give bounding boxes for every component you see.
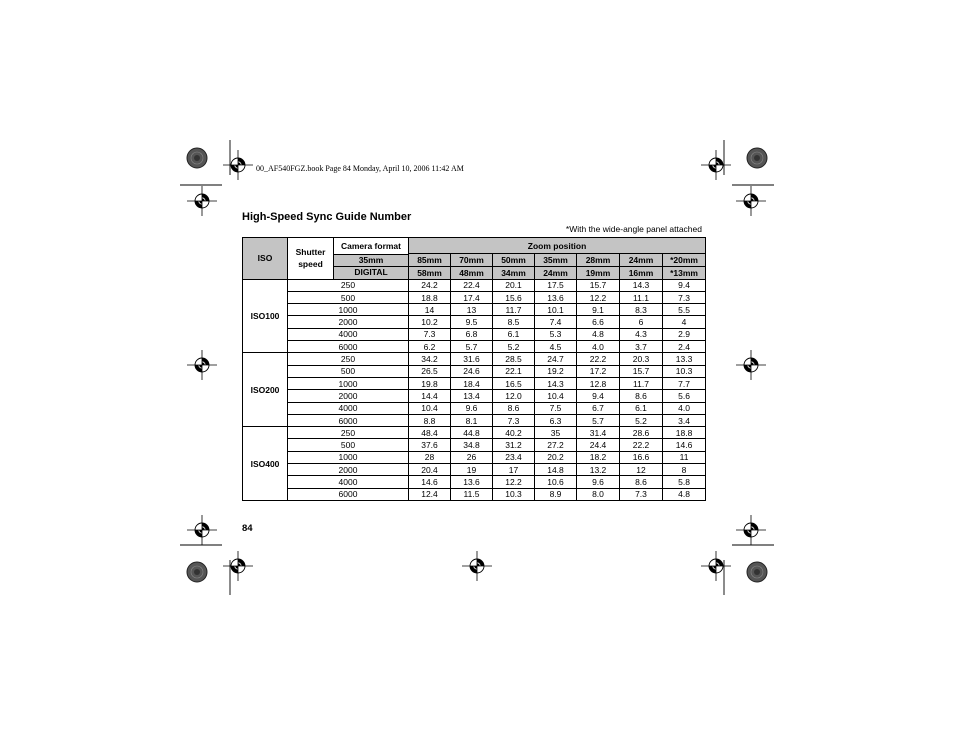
- table-row: [243, 353, 706, 365]
- shutter-speed-cell: 6000: [288, 341, 409, 353]
- guide-number-cell: 10.4: [409, 402, 451, 414]
- guide-number-cell: 10.1: [535, 304, 577, 316]
- guide-number-cell: 9.6: [577, 476, 620, 488]
- guide-number-cell: 5.6: [663, 390, 706, 402]
- guide-number-cell: 22.4: [451, 279, 493, 291]
- guide-number-cell: 20.3: [620, 353, 663, 365]
- format-35mm-label: 35mm: [334, 255, 408, 267]
- guide-number-cell: 26: [451, 451, 493, 463]
- guide-number-cell: 24.2: [409, 279, 451, 291]
- guide-number-cell: 13.2: [577, 464, 620, 476]
- guide-number-cell: 8.8: [409, 414, 451, 426]
- format-digital-label: DIGITAL: [354, 267, 388, 278]
- guide-number-cell: 10.3: [663, 365, 706, 377]
- guide-number-cell: 8.3: [620, 304, 663, 316]
- guide-number-cell: 9.4: [577, 390, 620, 402]
- guide-number-cell: 20.4: [409, 464, 451, 476]
- guide-number-cell: 17.5: [535, 279, 577, 291]
- guide-number-cell: 24.6: [451, 365, 493, 377]
- zoom-digital-3: 24mm: [535, 266, 577, 279]
- footnote: *With the wide-angle panel attached: [565, 224, 702, 234]
- shutter-speed-cell: 250: [288, 427, 409, 439]
- guide-number-cell: 13.6: [535, 291, 577, 303]
- guide-number-cell: 19: [451, 464, 493, 476]
- table-row: [243, 377, 706, 389]
- guide-number-cell: 10.4: [535, 390, 577, 402]
- guide-number-cell: 14.8: [535, 464, 577, 476]
- guide-number-cell: 18.4: [451, 377, 493, 389]
- guide-number-cell: 6.2: [409, 341, 451, 353]
- guide-number-cell: 37.6: [409, 439, 451, 451]
- guide-number-cell: 44.8: [451, 427, 493, 439]
- guide-number-cell: 4: [663, 316, 706, 328]
- guide-number-cell: 6.3: [535, 414, 577, 426]
- guide-number-cell: 18.8: [663, 427, 706, 439]
- guide-number-cell: 9.4: [663, 279, 706, 291]
- zoom-digital-0: 58mm: [409, 266, 451, 279]
- table-row: [243, 291, 706, 303]
- guide-number-cell: 11.7: [620, 377, 663, 389]
- guide-number-cell: 12: [620, 464, 663, 476]
- shutter-header-label: Shutter speed: [288, 238, 334, 279]
- guide-number-cell: 15.7: [577, 279, 620, 291]
- guide-number-cell: 13.3: [663, 353, 706, 365]
- guide-number-cell: 28: [409, 451, 451, 463]
- section-title: High-Speed Sync Guide Number: [242, 211, 412, 223]
- guide-number-cell: 8: [663, 464, 706, 476]
- guide-number-cell: 7.3: [620, 488, 663, 500]
- guide-number-cell: 4.0: [663, 402, 706, 414]
- guide-number-cell: 12.4: [409, 488, 451, 500]
- guide-number-cell: 9.5: [451, 316, 493, 328]
- shutter-speed-cell: 500: [288, 439, 409, 451]
- guide-number-cell: 22.2: [620, 439, 663, 451]
- iso-group-label: ISO400: [243, 427, 288, 501]
- zoom-35mm-6: *20mm: [663, 254, 706, 267]
- guide-number-table: [242, 237, 706, 501]
- guide-number-cell: 12.2: [493, 476, 535, 488]
- guide-number-cell: 5.2: [620, 414, 663, 426]
- guide-number-cell: 40.2: [493, 427, 535, 439]
- guide-number-cell: 4.0: [577, 341, 620, 353]
- guide-number-cell: 12.8: [577, 377, 620, 389]
- table-row: [243, 402, 706, 414]
- table-row: [243, 304, 706, 316]
- guide-number-cell: 13: [451, 304, 493, 316]
- guide-number-cell: 11.7: [493, 304, 535, 316]
- guide-number-cell: 3.4: [663, 414, 706, 426]
- guide-number-cell: 2.9: [663, 328, 706, 340]
- guide-table-body: [243, 279, 706, 500]
- guide-number-cell: 14.6: [409, 476, 451, 488]
- guide-number-cell: 5.7: [577, 414, 620, 426]
- print-header: 00_AF540FGZ.book Page 84 Monday, April 10, 2006 11:42 AM: [256, 164, 464, 173]
- guide-number-cell: 22.2: [577, 353, 620, 365]
- guide-number-cell: 12.2: [577, 291, 620, 303]
- guide-number-cell: 31.2: [493, 439, 535, 451]
- shutter-speed-cell: 2000: [288, 464, 409, 476]
- guide-number-cell: 8.0: [577, 488, 620, 500]
- guide-number-cell: 17: [493, 464, 535, 476]
- guide-number-cell: 48.4: [409, 427, 451, 439]
- zoom-digital-5: 16mm: [620, 266, 663, 279]
- shutter-speed-cell: 250: [288, 279, 409, 291]
- guide-number-cell: 28.6: [620, 427, 663, 439]
- shutter-header: [288, 238, 409, 280]
- shutter-speed-cell: 4000: [288, 328, 409, 340]
- guide-number-cell: 11.1: [620, 291, 663, 303]
- table-row: [243, 451, 706, 463]
- guide-number-cell: 8.6: [620, 390, 663, 402]
- guide-number-cell: 14: [409, 304, 451, 316]
- shutter-speed-cell: 500: [288, 291, 409, 303]
- guide-number-cell: 7.5: [535, 402, 577, 414]
- guide-number-cell: 4.8: [663, 488, 706, 500]
- iso-header: ISO: [243, 238, 288, 280]
- guide-number-cell: 16.5: [493, 377, 535, 389]
- guide-number-cell: 8.6: [620, 476, 663, 488]
- guide-number-cell: 31.6: [451, 353, 493, 365]
- guide-number-cell: 26.5: [409, 365, 451, 377]
- shutter-speed-cell: 6000: [288, 414, 409, 426]
- guide-number-cell: 8.5: [493, 316, 535, 328]
- table-row: [243, 328, 706, 340]
- shutter-speed-cell: 250: [288, 353, 409, 365]
- shutter-speed-cell: 2000: [288, 390, 409, 402]
- guide-number-cell: 13.6: [451, 476, 493, 488]
- shutter-speed-cell: 4000: [288, 402, 409, 414]
- iso-group-label: ISO200: [243, 353, 288, 427]
- guide-number-cell: 6.1: [493, 328, 535, 340]
- guide-number-cell: 20.1: [493, 279, 535, 291]
- guide-number-cell: 6.7: [577, 402, 620, 414]
- camera-format-header: Camera format: [334, 238, 408, 255]
- zoom-digital-4: 19mm: [577, 266, 620, 279]
- shutter-speed-cell: 1000: [288, 377, 409, 389]
- guide-number-cell: 8.9: [535, 488, 577, 500]
- guide-number-cell: 6: [620, 316, 663, 328]
- guide-number-cell: 3.7: [620, 341, 663, 353]
- table-row: [243, 427, 706, 439]
- guide-number-cell: 5.8: [663, 476, 706, 488]
- guide-number-cell: 5.2: [493, 341, 535, 353]
- table-row: [243, 390, 706, 402]
- table-row: [243, 365, 706, 377]
- guide-number-cell: 31.4: [577, 427, 620, 439]
- guide-number-cell: 27.2: [535, 439, 577, 451]
- shutter-speed-cell: 1000: [288, 304, 409, 316]
- shutter-speed-cell: 6000: [288, 488, 409, 500]
- zoom-35mm-5: 24mm: [620, 254, 663, 267]
- iso-group-label: ISO100: [243, 279, 288, 353]
- table-row: [243, 488, 706, 500]
- guide-number-cell: 22.1: [493, 365, 535, 377]
- table-row: [243, 414, 706, 426]
- zoom-35mm-3: 35mm: [535, 254, 577, 267]
- guide-number-cell: 35: [535, 427, 577, 439]
- guide-number-cell: 5.5: [663, 304, 706, 316]
- guide-number-cell: 19.2: [535, 365, 577, 377]
- guide-number-cell: 14.4: [409, 390, 451, 402]
- guide-number-cell: 20.2: [535, 451, 577, 463]
- shutter-speed-cell: 1000: [288, 451, 409, 463]
- guide-number-cell: 17.2: [577, 365, 620, 377]
- table-row: [243, 341, 706, 353]
- guide-number-cell: 6.1: [620, 402, 663, 414]
- guide-number-cell: 34.8: [451, 439, 493, 451]
- guide-number-cell: 6.6: [577, 316, 620, 328]
- table-row: [243, 464, 706, 476]
- zoom-digital-1: 48mm: [451, 266, 493, 279]
- guide-number-cell: 13.4: [451, 390, 493, 402]
- table-row: [243, 316, 706, 328]
- guide-number-cell: 2.4: [663, 341, 706, 353]
- guide-number-cell: 10.6: [535, 476, 577, 488]
- guide-number-cell: 4.8: [577, 328, 620, 340]
- shutter-speed-cell: 4000: [288, 476, 409, 488]
- zoom-35mm-4: 28mm: [577, 254, 620, 267]
- guide-number-cell: 10.2: [409, 316, 451, 328]
- zoom-35mm-1: 70mm: [451, 254, 493, 267]
- guide-number-cell: 6.8: [451, 328, 493, 340]
- zoom-35mm-2: 50mm: [493, 254, 535, 267]
- guide-number-cell: 23.4: [493, 451, 535, 463]
- guide-number-cell: 7.4: [535, 316, 577, 328]
- page-number: 84: [242, 523, 253, 534]
- guide-number-cell: 24.4: [577, 439, 620, 451]
- table-row: [243, 439, 706, 451]
- guide-number-cell: 8.1: [451, 414, 493, 426]
- guide-number-cell: 10.3: [493, 488, 535, 500]
- guide-number-cell: 12.0: [493, 390, 535, 402]
- zoom-digital-6: *13mm: [663, 266, 706, 279]
- table-row: [243, 476, 706, 488]
- guide-number-cell: 19.8: [409, 377, 451, 389]
- guide-number-cell: 17.4: [451, 291, 493, 303]
- guide-number-cell: 8.6: [493, 402, 535, 414]
- guide-number-cell: 5.3: [535, 328, 577, 340]
- guide-number-cell: 7.7: [663, 377, 706, 389]
- guide-number-cell: 11.5: [451, 488, 493, 500]
- guide-number-cell: 15.6: [493, 291, 535, 303]
- guide-number-cell: 5.7: [451, 341, 493, 353]
- shutter-speed-cell: 500: [288, 365, 409, 377]
- guide-number-cell: 24.7: [535, 353, 577, 365]
- guide-number-cell: 9.6: [451, 402, 493, 414]
- guide-number-cell: 16.6: [620, 451, 663, 463]
- guide-number-cell: 9.1: [577, 304, 620, 316]
- guide-number-cell: 14.6: [663, 439, 706, 451]
- guide-number-cell: 11: [663, 451, 706, 463]
- guide-number-cell: 28.5: [493, 353, 535, 365]
- zoom-digital-2: 34mm: [493, 266, 535, 279]
- guide-number-cell: 15.7: [620, 365, 663, 377]
- guide-number-cell: 14.3: [535, 377, 577, 389]
- guide-number-cell: 7.3: [409, 328, 451, 340]
- shutter-speed-cell: 2000: [288, 316, 409, 328]
- guide-number-cell: 18.8: [409, 291, 451, 303]
- guide-number-cell: 4.5: [535, 341, 577, 353]
- guide-number-cell: 4.3: [620, 328, 663, 340]
- guide-number-cell: 34.2: [409, 353, 451, 365]
- guide-number-cell: 14.3: [620, 279, 663, 291]
- table-row: [243, 279, 706, 291]
- zoom-35mm-0: 85mm: [409, 254, 451, 267]
- guide-number-cell: 7.3: [663, 291, 706, 303]
- guide-number-cell: 18.2: [577, 451, 620, 463]
- guide-number-cell: 7.3: [493, 414, 535, 426]
- zoom-position-header: Zoom position: [409, 238, 706, 254]
